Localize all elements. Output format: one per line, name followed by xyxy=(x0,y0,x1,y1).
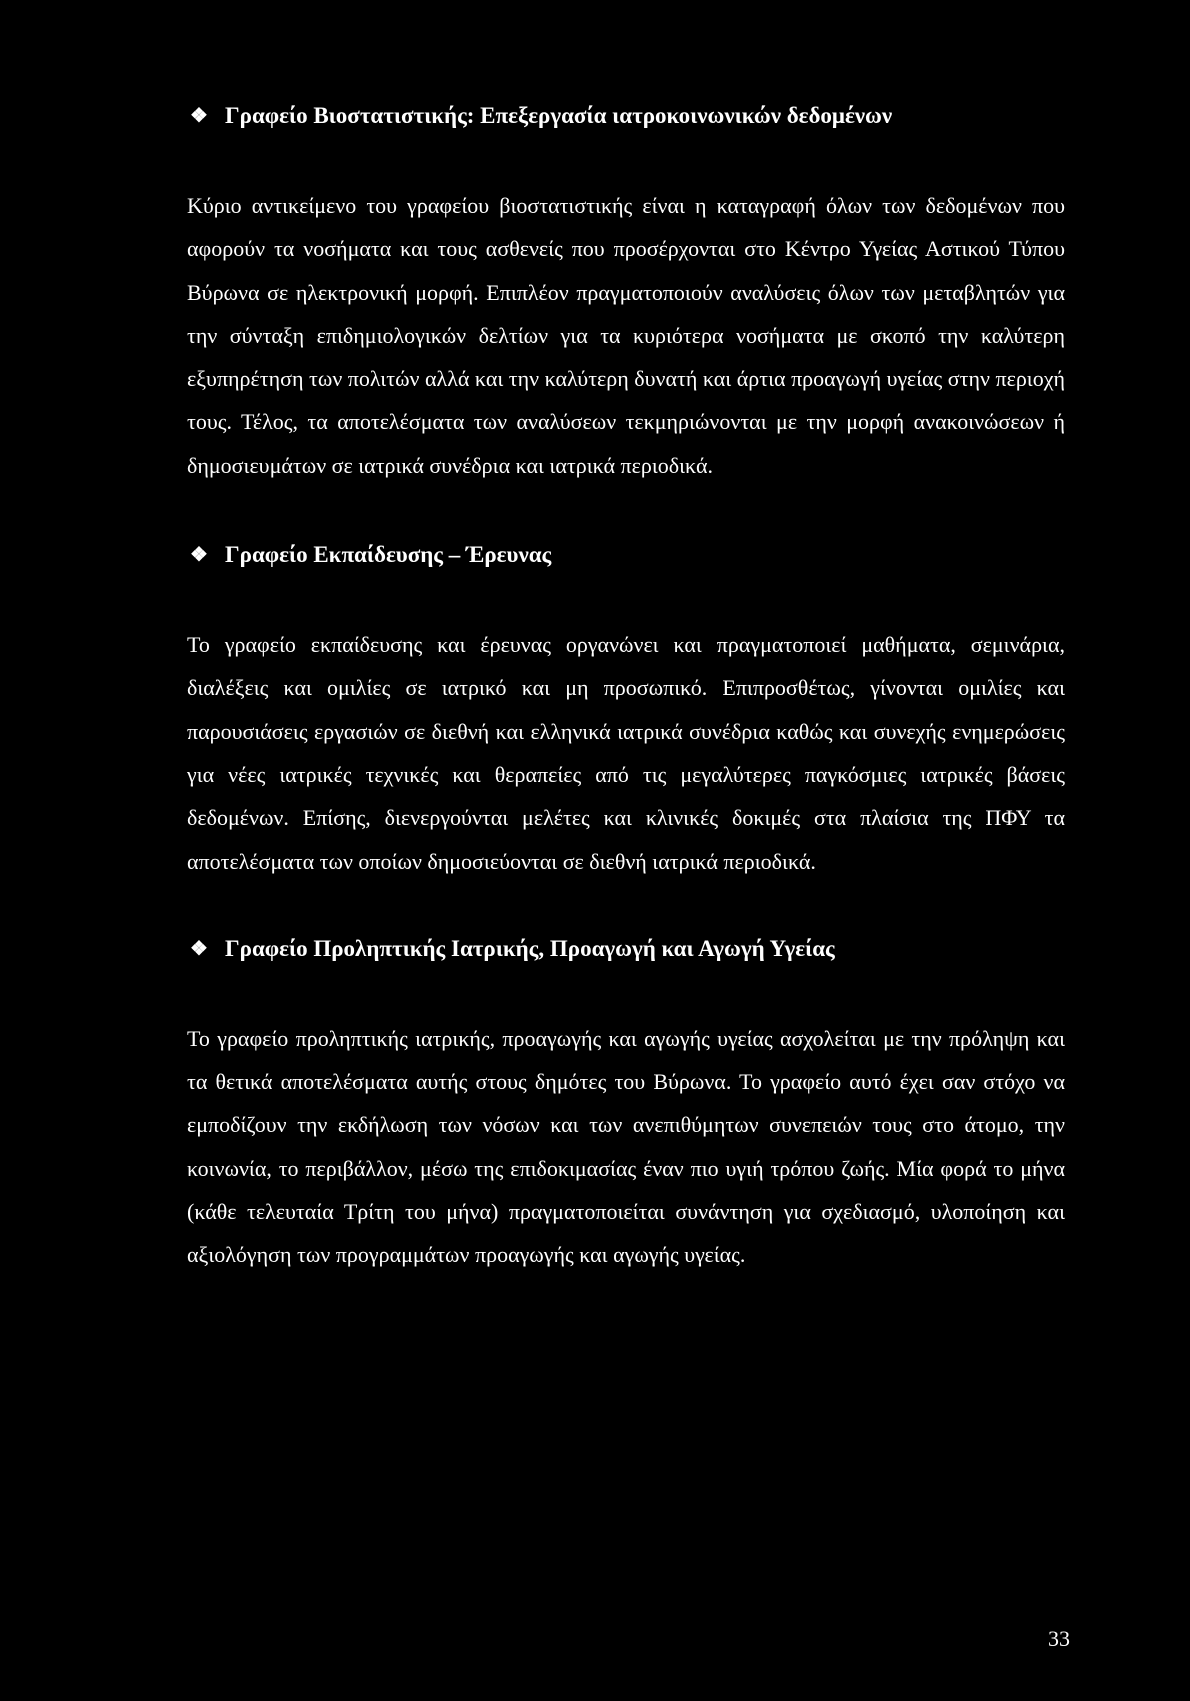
section-education-research xyxy=(187,535,1065,883)
section-heading xyxy=(187,535,1065,575)
page-content xyxy=(187,96,1065,1277)
section-title: Γραφείο Βιοστατιστικής: Επεξεργασία ιατροκοινωνικών δεδομένων xyxy=(225,103,893,128)
diamond-bullet-icon: ❖ xyxy=(190,937,208,960)
section-preventive-medicine xyxy=(187,929,1065,1277)
diamond-bullet-icon: ❖ xyxy=(190,544,208,567)
section-heading xyxy=(187,929,1065,969)
section-biostatistics xyxy=(187,96,1065,487)
section-heading xyxy=(187,96,1065,136)
section-title: Γραφείο Εκπαίδευσης – Έρευνας xyxy=(225,542,552,568)
section-paragraph: Το γραφείο εκπαίδευσης και έρευνας οργανώνει και πραγματοποιεί μαθήματα, σεμινάρια, διαλέξεις και ομιλίες σε ιατρικό και μη προσωπικό. Επιπροσθέτως, γίνονται ομιλίες και παρουσιάσεις εργασιών σε διεθνή και ελληνικά ιατρικά συνέδρια καθώς και συνεχής ενημερώσεις για νέες ιατρικές τεχνικές και θεραπείες από τις μεγαλύτερες παγκόσμιες ιατρικές βάσεις δεδομένων. Επίσης, διενεργούνται μελέτες και κλινικές δοκιμές στα πλαίσια της ΠΦΥ τα αποτελέσματα των οποίων δημοσιεύονται σε διεθνή ιατρικά περιοδικά. xyxy=(187,632,1065,874)
section-paragraph: Κύριο αντικείμενο του γραφείου βιοστατιστικής είναι η καταγραφή όλων των δεδομένων που αφορούν τα νοσήματα και τους ασθενείς που προσέρχονται στο Κέντρο Υγείας Αστικού Τύπου Βύρωνα σε ηλεκτρονική μορφή. Επιπλέον πραγματοποιούν αναλύσεις όλων των μεταβλητών για την σύνταξη επιδημιολογικών δελτίων για τα κυριότερα νοσήματα με σκοπό την καλύτερη εξυπηρέτηση των πολιτών αλλά και την καλύτερη δυνατή και άρτια προαγωγή υγείας στην περιοχή τους. Τέλος, τα αποτελέσματα των αναλύσεων τεκμηριώνονται με την μορφή ανακοινώσεων ή δημοσιευμάτων σε ιατρικά συνέδρια και ιατρικά περιοδικά. xyxy=(187,193,1065,478)
section-title: Γραφείο Προληπτικής Ιατρικής, Προαγωγή και Αγωγή Υγείας xyxy=(225,935,835,961)
page-number: 33 xyxy=(1048,1626,1070,1651)
section-paragraph: Το γραφείο προληπτικής ιατρικής, προαγωγής και αγωγής υγείας ασχολείται με την πρόληψη και τα θετικά αποτελέσματα αυτής στους δημότες του Βύρωνα. Το γραφείο αυτό έχει σαν στόχο να εμποδίζουν την εκδήλωση των νόσων και των ανεπιθύμητων συνεπειών τους στο άτομο, την κοινωνία, το περιβάλλον, μέσω της επιδοκιμασίας έναν πιο υγιή τρόπου ζωής. Μία φορά το μήνα (κάθε τελευταία Τρίτη του μήνα) πραγματοποιείται συνάντηση για σχεδιασμό, υλοποίηση και αξιολόγηση των προγραμμάτων προαγωγής και αγωγής υγείας. xyxy=(187,1025,1065,1268)
diamond-bullet-icon: ❖ xyxy=(190,105,208,127)
